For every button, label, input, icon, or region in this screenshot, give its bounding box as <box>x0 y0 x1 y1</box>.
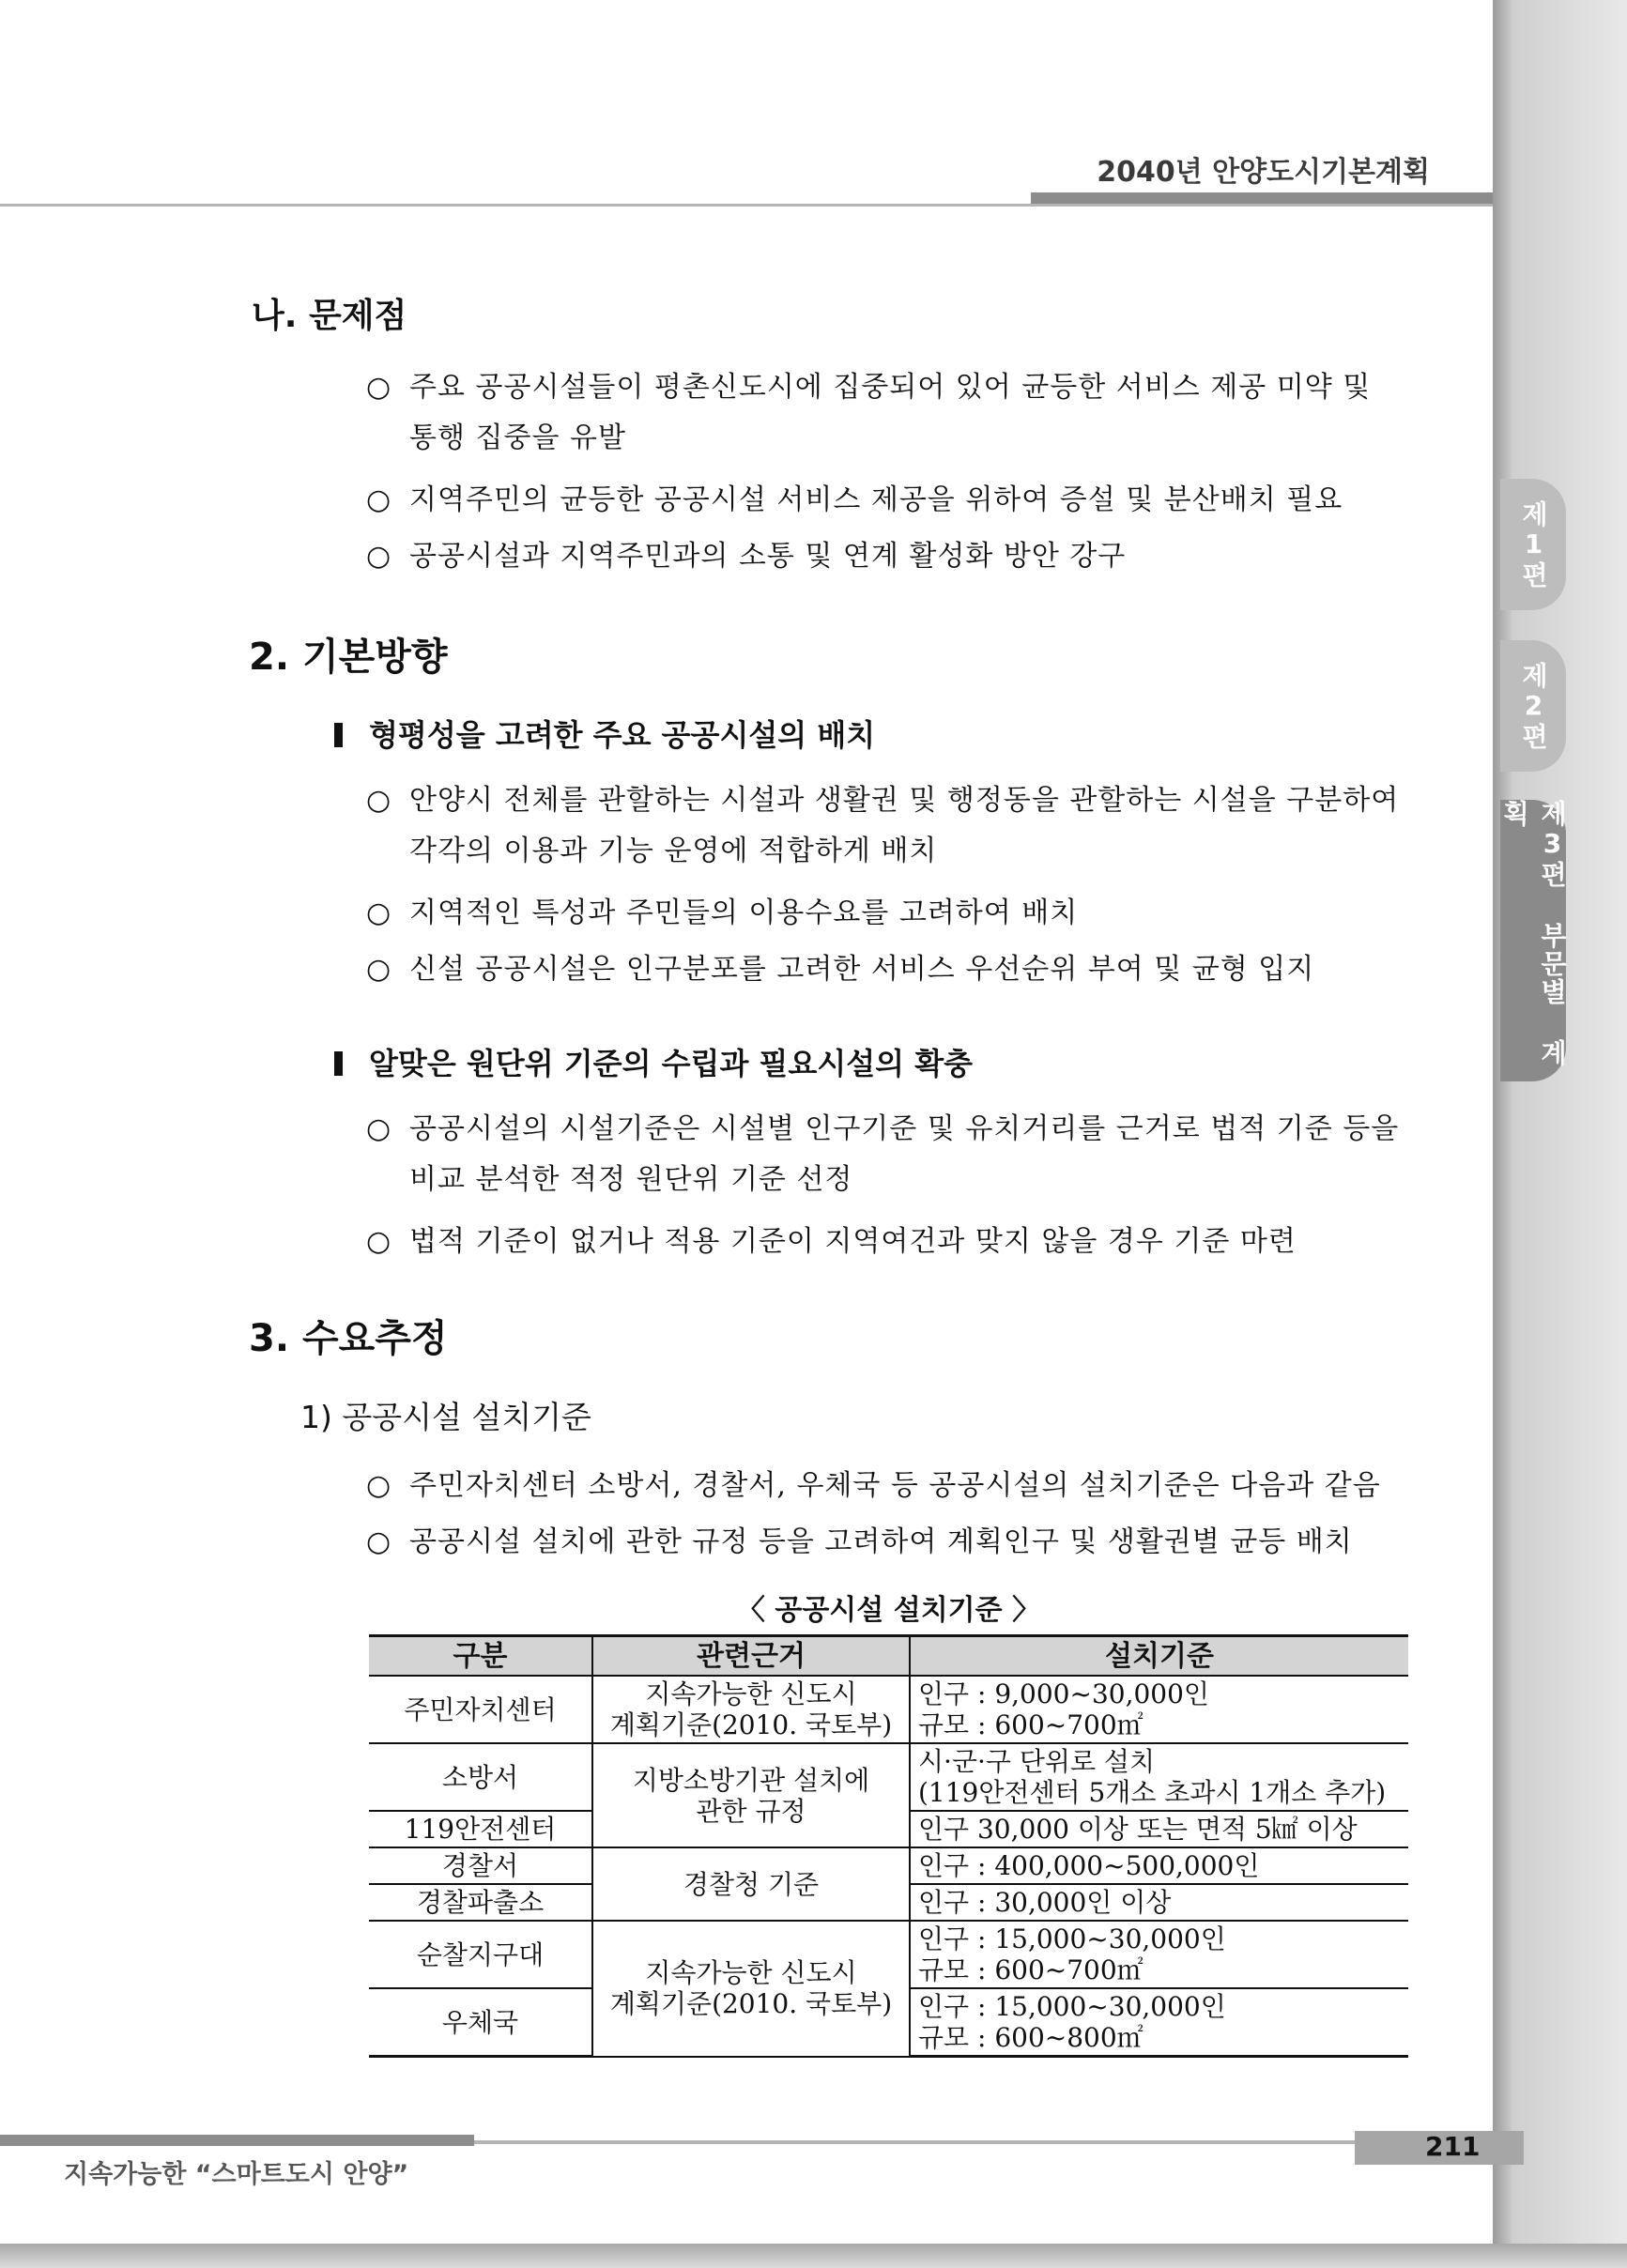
bullet-circle-icon: ○ <box>366 1525 391 1558</box>
section-heading-basic-direction: 2. 기본방향 <box>249 636 448 679</box>
subsection-heading-installation: 1) 공공시설 설치기준 <box>300 1399 591 1435</box>
standard-line: 인구 30,000 이상 또는 면적 5㎢ 이상 <box>918 1814 1358 1845</box>
list-item <box>366 1217 1408 1267</box>
table-row <box>369 1921 1408 1988</box>
table-cell-standard <box>910 1811 1408 1847</box>
basis-line: 계획기준(2010. 국토부) <box>609 1709 893 1740</box>
list-item <box>366 775 1408 877</box>
subsection-title-text: 알맞은 원단위 기준의 수립과 필요시설의 확충 <box>369 1046 974 1081</box>
table-cell-gubun: 경찰서 <box>369 1847 592 1884</box>
standard-line: 인구 : 400,000~500,000인 <box>918 1850 1260 1881</box>
table-cell-basis <box>592 1676 910 1743</box>
standard-line: 규모 : 600~700㎡ <box>918 1954 1144 1985</box>
table-cell-basis <box>592 1921 910 2057</box>
basis-line: 계획기준(2010. 국토부) <box>609 1988 893 2020</box>
bullet-text: 안양시 전체를 관할하는 시설과 생활권 및 행정동을 관할하는 시설을 구분하여 <box>409 784 1400 817</box>
column-header: 관련근거 <box>592 1636 910 1677</box>
bullet-text-cont: 각각의 이용과 기능 운영에 적합하게 배치 <box>409 835 938 867</box>
bullet-circle-icon: ○ <box>366 371 391 404</box>
standard-line: 인구 : 15,000~30,000인 <box>918 1991 1226 2022</box>
footer-slogan: 지속가능한 “스마트도시 안양” <box>64 2160 409 2189</box>
chapter-tab-1[interactable]: 제1편 <box>1500 479 1566 610</box>
bullet-text: 공공시설과 지역주민과의 소통 및 연계 활성화 방안 강구 <box>409 540 1127 573</box>
chapter-tab-2[interactable]: 제2편 <box>1500 640 1566 772</box>
table-cell-gubun: 경찰파출소 <box>369 1884 592 1921</box>
chapter-tab-3-active[interactable]: 제3편 부문별 계획 <box>1500 800 1566 1081</box>
bullet-text-cont: 통행 집중을 유발 <box>409 421 626 454</box>
table-cell-gubun: 주민자치센터 <box>369 1676 592 1743</box>
table-cell-standard <box>910 1884 1408 1921</box>
bullet-text: 공공시설 설치에 관한 규정 등을 고려하여 계획인구 및 생활권별 균등 배치 <box>409 1525 1353 1558</box>
table-cell-standard <box>910 1743 1408 1811</box>
list-item <box>366 531 1408 582</box>
bullet-circle-icon: ○ <box>366 953 391 986</box>
subsection-title-equity <box>334 712 875 755</box>
page-edge-background <box>1512 0 1627 2268</box>
list-item <box>366 475 1408 526</box>
table-caption: 〈 공공시설 설치기준 〉 <box>736 1594 1041 1627</box>
bullet-circle-icon: ○ <box>366 784 391 817</box>
installation-standards-table <box>369 1634 1408 2058</box>
basis-line: 지속가능한 신도시 <box>645 1678 857 1709</box>
list-item <box>366 944 1408 995</box>
bullet-text: 신설 공공시설은 인구분포를 고려한 서비스 우선순위 부여 및 균형 입지 <box>409 953 1315 986</box>
list-item <box>366 362 1408 464</box>
standard-line: 시·군·구 단위로 설치 <box>918 1746 1155 1777</box>
bullet-text: 주민자치센터 소방서, 경찰서, 우체국 등 공공시설의 설치기준은 다음과 같음 <box>409 1469 1381 1502</box>
bullet-circle-icon: ○ <box>366 1469 391 1502</box>
bullet-circle-icon: ○ <box>366 483 391 516</box>
table-cell-basis <box>592 1847 910 1921</box>
bullet-text: 법적 기준이 없거나 적용 기준이 지역여건과 맞지 않을 경우 기준 마련 <box>409 1225 1297 1258</box>
list-item <box>366 888 1408 939</box>
header-rule <box>0 204 1493 207</box>
subsection-title-standards <box>334 1040 973 1083</box>
list-item <box>366 1104 1408 1205</box>
standard-line: 규모 : 600~800㎡ <box>918 2022 1144 2053</box>
bullet-text-cont: 비교 분석한 적정 원단위 기준 선정 <box>409 1163 853 1196</box>
standard-line: 인구 : 9,000~30,000인 <box>918 1678 1209 1709</box>
bullet-circle-icon: ○ <box>366 1112 391 1145</box>
standard-line: 인구 : 15,000~30,000인 <box>918 1923 1226 1954</box>
column-header: 설치기준 <box>910 1636 1408 1677</box>
standard-line: 규모 : 600~700㎡ <box>918 1709 1144 1740</box>
section-heading-problems: 나. 문제점 <box>252 297 407 335</box>
basis-line: 경찰청 기준 <box>683 1868 820 1900</box>
bullet-text: 공공시설의 시설기준은 시설별 인구기준 및 유치거리를 근거로 법적 기준 등을 <box>409 1112 1400 1145</box>
table-row <box>369 1676 1408 1743</box>
basis-line: 관한 규정 <box>696 1795 806 1827</box>
bar-marker-icon <box>334 723 343 747</box>
list-item <box>366 1461 1408 1511</box>
section-heading-demand: 3. 수요추정 <box>249 1317 448 1360</box>
basis-line: 지속가능한 신도시 <box>645 1957 857 1989</box>
table-cell-gubun: 순찰지구대 <box>369 1921 592 1988</box>
list-item <box>366 1517 1408 1568</box>
bullet-circle-icon: ○ <box>366 1225 391 1258</box>
footer-rule-accent <box>0 2135 474 2146</box>
basis-line: 지방소방기관 설치에 <box>632 1764 870 1796</box>
page-bottom-shadow <box>0 2244 1627 2268</box>
bullet-circle-icon: ○ <box>366 896 391 929</box>
bullet-text: 지역적인 특성과 주민들의 이용수요를 고려하여 배치 <box>409 896 1079 929</box>
bar-marker-icon <box>334 1051 343 1076</box>
header-rule-accent <box>1031 192 1493 204</box>
table-cell-standard <box>910 1921 1408 1988</box>
bullet-text: 지역주민의 균등한 공공시설 서비스 제공을 위하여 증설 및 분산배치 필요 <box>409 483 1343 516</box>
bullet-circle-icon: ○ <box>366 540 391 573</box>
table-cell-standard <box>910 1988 1408 2057</box>
standard-line: (119안전센터 5개소 초과시 1개소 추가) <box>918 1777 1387 1808</box>
table-cell-standard <box>910 1847 1408 1884</box>
table-cell-basis <box>592 1743 910 1847</box>
table-cell-standard <box>910 1676 1408 1743</box>
table-cell-gubun: 119안전센터 <box>369 1811 592 1847</box>
table-row <box>369 1847 1408 1884</box>
bullet-text: 주요 공공시설들이 평촌신도시에 집중되어 있어 균등한 서비스 제공 미약 및 <box>409 371 1372 404</box>
running-header-title: 2040년 안양도시기본계획 <box>1097 156 1430 189</box>
table-row <box>369 1743 1408 1811</box>
table-cell-gubun: 우체국 <box>369 1988 592 2057</box>
standard-line: 인구 : 30,000인 이상 <box>918 1887 1172 1918</box>
subsection-title-text: 형평성을 고려한 주요 공공시설의 배치 <box>369 717 876 753</box>
column-header: 구분 <box>369 1636 592 1677</box>
table-cell-gubun: 소방서 <box>369 1743 592 1811</box>
page-number: 211 <box>1425 2131 1481 2162</box>
table-header-row <box>369 1636 1408 1677</box>
page-edge-shadow <box>1493 0 1512 2268</box>
